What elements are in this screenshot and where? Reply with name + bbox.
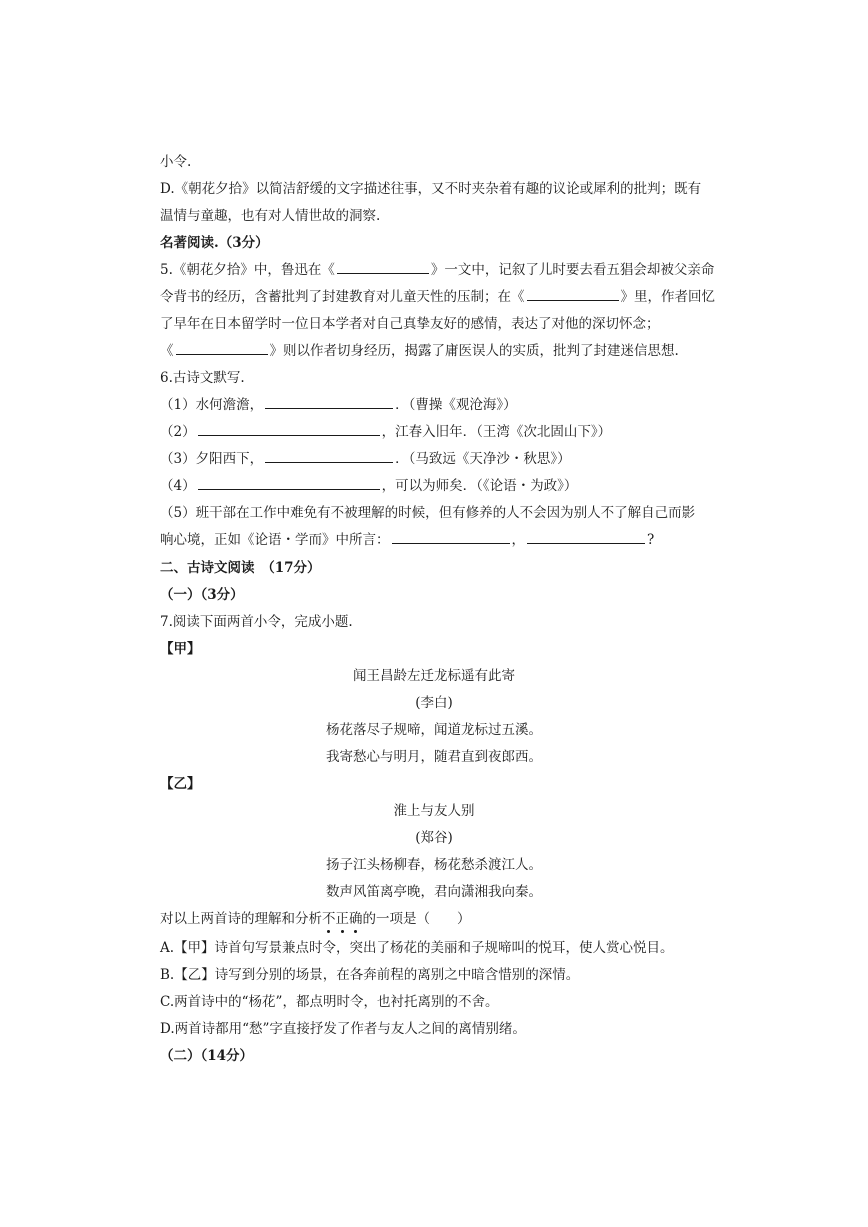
q6-title: 6.古诗文默写. — [160, 370, 245, 386]
q6-text: ，江春入旧年．（王湾《次北固山下》） — [381, 424, 612, 440]
poem2-author: (郑谷) — [415, 830, 453, 846]
answer-blank[interactable] — [392, 531, 510, 544]
q7-option-b: B.【乙】诗写到分别的场景，在各奔前程的离别之中暗含惜别的深情。 — [160, 967, 580, 983]
answer-blank[interactable] — [265, 396, 393, 409]
q6-text: （4） — [160, 478, 196, 494]
option-d-line1: D.《朝花夕拾》以简洁舒缓的文字描述往事，又不时夹杂着有趣的议论或犀利的批判；既有 — [160, 181, 702, 197]
q6-text: ．（马致远《天净沙・秋思》） — [395, 451, 571, 467]
q5-text: 》一文中，记叙了儿时要去看五猖会却被父亲命 — [430, 262, 715, 278]
q7-text: 的一项是（ ） — [362, 911, 471, 927]
q6-item5-line1: （5）班干部在工作中难免有不被理解的时候，但有修养的人不会因为别人不了解自己而影 — [160, 505, 696, 521]
continuation-text: 小令. — [160, 154, 192, 170]
q7-option-d: D.两首诗都用“愁”字直接抒发了作者与友人之间的离情别绪。 — [160, 1021, 526, 1037]
answer-blank[interactable] — [265, 450, 393, 463]
emphasis-char: 不 — [322, 911, 336, 927]
q7-option-a: A.【甲】诗首句写景兼点时令，突出了杨花的美丽和子规啼叫的悦耳，使人赏心悦目。 — [160, 940, 674, 956]
q6-text: 响心境，正如《论语・学而》中所言： — [160, 532, 390, 548]
poem1-title: 闻王昌龄左迁龙标遥有此寄 — [353, 668, 515, 684]
q6-item4 — [160, 477, 577, 495]
poem1-author: (李白) — [415, 695, 453, 711]
section2-heading: 二、古诗文阅读 （17分） — [160, 560, 321, 576]
q6-text: （1）水何澹澹， — [160, 397, 264, 413]
classic-reading-heading: 名著阅读.（3分） — [160, 235, 269, 251]
q6-text: （3）夕阳西下， — [160, 451, 264, 467]
q6-text: ， — [511, 532, 525, 548]
q6-item2 — [160, 423, 611, 441]
q7-text: 对以上两首诗的理解和分析 — [160, 911, 322, 927]
q5-text: 5.《朝花夕拾》中，鲁迅在《 — [160, 262, 335, 278]
poem2-line1: 扬子江头杨柳春，杨花愁杀渡江人。 — [326, 857, 542, 873]
answer-blank[interactable] — [337, 261, 429, 274]
q6-text: （2） — [160, 424, 196, 440]
option-d-line2: 温情与童趣，也有对人情世故的洞察. — [160, 208, 381, 224]
emphasis-char: 正 — [335, 911, 349, 927]
yi-label: 【乙】 — [160, 776, 201, 792]
subsection1-heading: （一）（3分） — [160, 587, 244, 603]
answer-blank[interactable] — [176, 342, 268, 355]
poem1-line2: 我寄愁心与明月，随君直到夜郎西。 — [326, 749, 542, 765]
q6-text: ? — [647, 532, 655, 548]
q6-item3 — [160, 450, 571, 468]
q5-line2 — [160, 288, 715, 306]
poem2-title: 淮上与友人别 — [393, 803, 475, 819]
q7-intro: 7.阅读下面两首小令，完成小题. — [160, 614, 353, 630]
jia-label: 【甲】 — [160, 641, 201, 657]
q5-line4 — [160, 342, 679, 360]
q6-item5-line2 — [160, 531, 654, 549]
q7-option-c: C.两首诗中的“杨花”，都点明时令，也衬托离别的不舍。 — [160, 994, 499, 1010]
q5-text: 》里，作者回忆 — [620, 289, 715, 305]
q5-line3: 了早年在日本留学时一位日本学者对自己真挚友好的感情，表达了对他的深切怀念； — [160, 316, 660, 332]
answer-blank[interactable] — [527, 531, 645, 544]
q5-line1 — [160, 261, 714, 279]
q6-text: ．（曹操《观沧海》） — [395, 397, 517, 413]
q5-text: 》则以作者切身经历，揭露了庸医误人的实质，批判了封建迷信思想. — [269, 343, 679, 359]
q6-item1 — [160, 396, 517, 414]
q5-text: 令背书的经历，含蓄批判了封建教育对儿童天性的压制；在《 — [160, 289, 525, 305]
poem2-line2: 数声风笛离亭晚，君向潇湘我向秦。 — [326, 884, 542, 900]
q5-text: 《 — [160, 343, 174, 359]
emphasis-char: 确 — [349, 911, 363, 927]
answer-blank[interactable] — [198, 423, 380, 436]
subsection2-heading: （二）（14分） — [160, 1048, 254, 1064]
poem1-line1: 杨花落尽子规啼，闻道龙标过五溪。 — [326, 722, 542, 738]
answer-blank[interactable] — [198, 477, 380, 490]
q7-question — [160, 910, 471, 928]
q6-text: ，可以为师矣．（《论语・为政》） — [381, 478, 578, 494]
answer-blank[interactable] — [527, 288, 619, 301]
